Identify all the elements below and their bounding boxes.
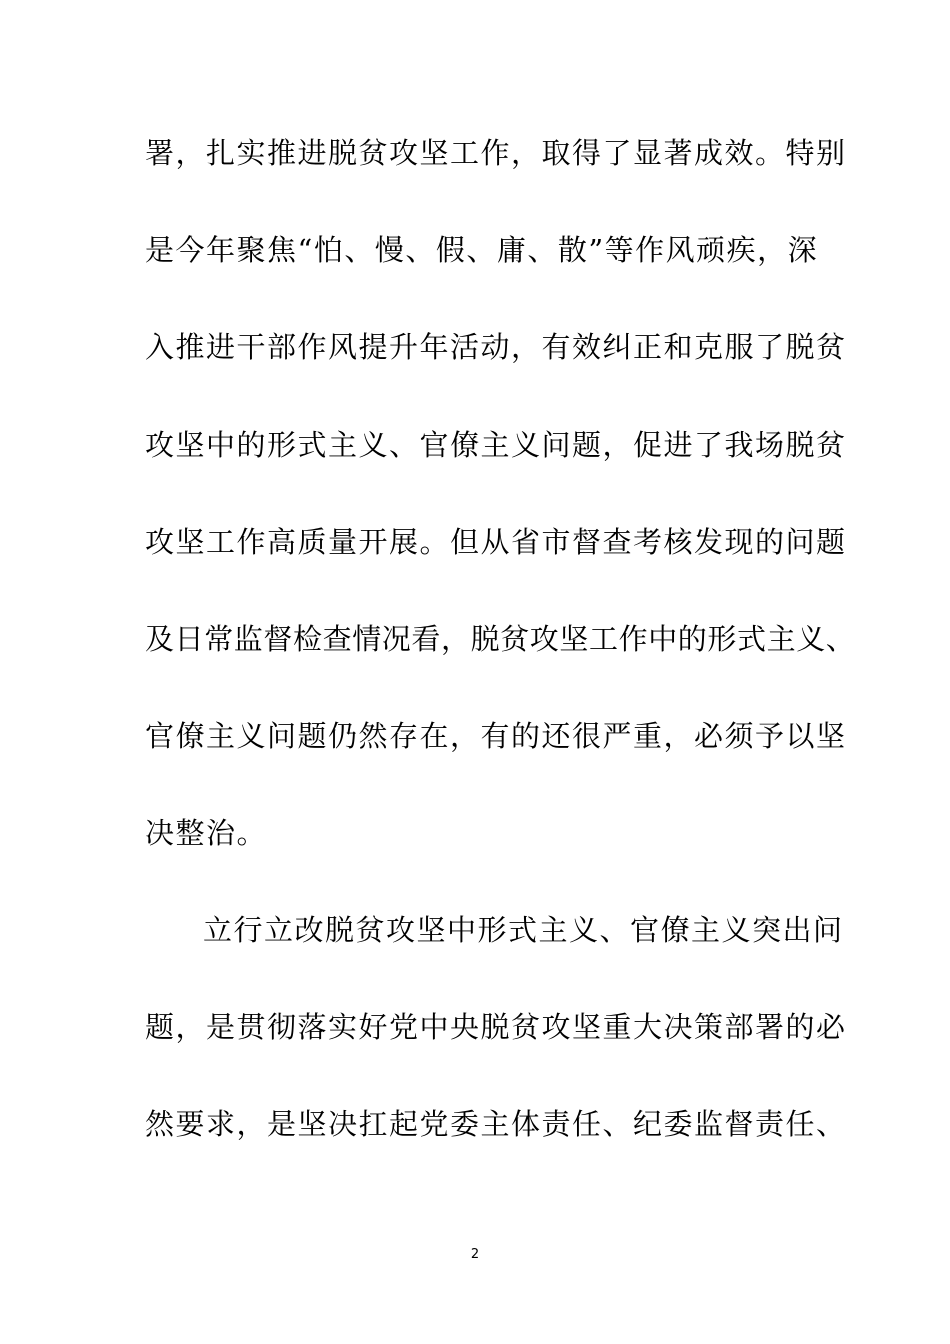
body-text-line: 是今年聚焦“怕、慢、假、庸、散”等作风顽疾，深: [145, 233, 819, 267]
body-text-line: 官僚主义问题仍然存在，有的还很严重，必须予以坚: [145, 719, 847, 753]
body-text-line: 及日常监督检查情况看，脱贫攻坚工作中的形式主义、: [145, 622, 856, 656]
body-text-line: 入推进干部作风提升年活动，有效纠正和克服了脱贫: [145, 330, 847, 364]
body-text-line: 然要求，是坚决扛起党委主体责任、纪委监督责任、: [145, 1107, 847, 1141]
body-text-line: 攻坚中的形式主义、官僚主义问题，促进了我场脱贫: [145, 428, 847, 462]
page-number: 2: [470, 1247, 480, 1262]
body-text-line: 决整治。: [145, 816, 268, 850]
body-text-line: 攻坚工作高质量开展。但从省市督查考核发现的问题: [145, 525, 847, 559]
paragraph-start-line: 立行立改脱贫攻坚中形式主义、官僚主义突出问: [203, 913, 844, 947]
body-text-line: 署，扎实推进脱贫攻坚工作，取得了显著成效。特别: [145, 136, 847, 170]
body-text-line: 题，是贯彻落实好党中央脱贫攻坚重大决策部署的必: [145, 1010, 847, 1044]
